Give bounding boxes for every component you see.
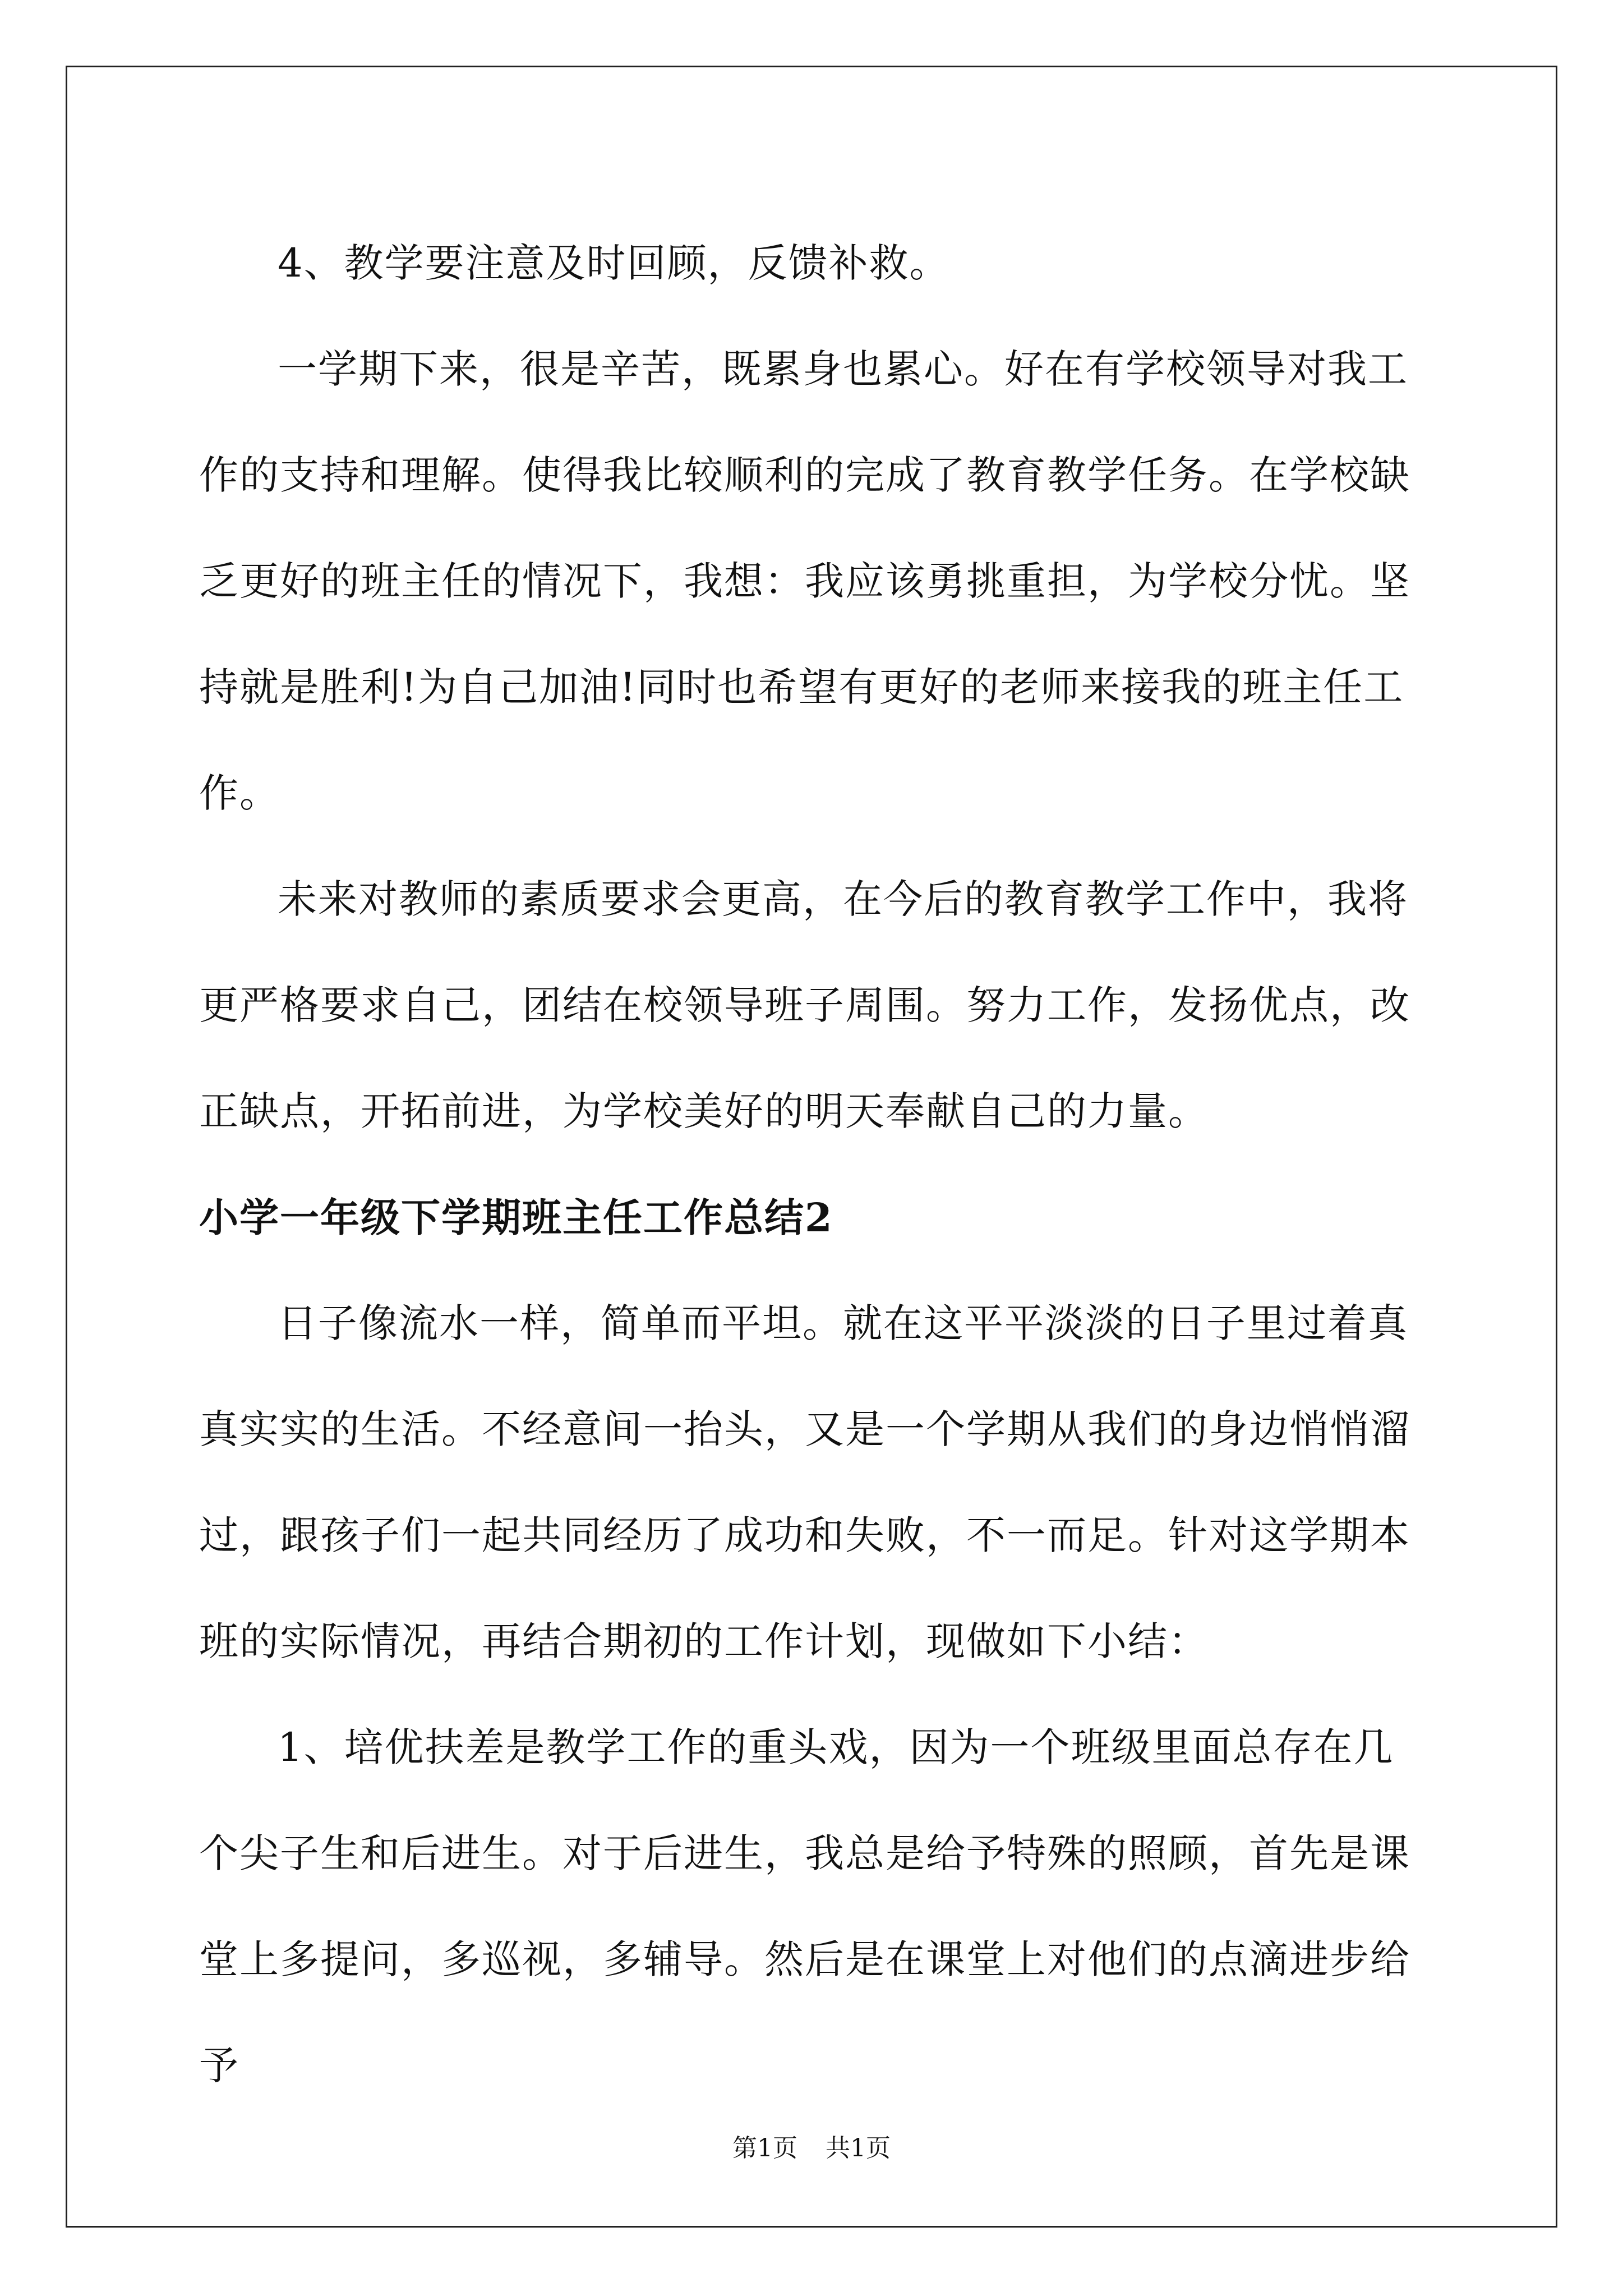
- page-number-total: 共1页: [826, 2134, 891, 2162]
- paragraph-3: 未来对教师的素质要求会更高，在今后的教育教学工作中，我将更严格要求自己，团结在校领导班子周围。努力工作，发扬优点，改正缺点，开拓前进，为学校美好的明天奉献自己的力量。: [199, 876, 1410, 1134]
- paragraph-5: 1、培优扶差是教学工作的重头戏，因为一个班级里面总存在几个尖子生和后进生。对于后进生，我总是给予特殊的照顾，首先是课堂上多提问，多巡视，多辅导。然后是在课堂上对他们的点滴进步给予: [199, 1724, 1410, 2088]
- paragraph-2: 一学期下来，很是辛苦，既累身也累心。好在有学校领导对我工作的支持和理解。使得我比较顺利的完成了教育教学任务。在学校缺乏更好的班主任的情况下，我想：我应该勇挑重担，为学校分忧。坚持就是胜利!为自己加油!同时也希望有更好的老师来接我的班主任工作。: [199, 346, 1410, 816]
- paragraph-4: 日子像流水一样，简单而平坦。就在这平平淡淡的日子里过着真真实实的生活。不经意间一抬头，又是一个学期从我们的身边悄悄溜过，跟孩子们一起共同经历了成功和失败，不一而足。针对这学期本班的实际情况，再结合期初的工作计划，现做如下小结：: [199, 1300, 1410, 1664]
- document-body: [199, 210, 1433, 2119]
- paragraph-1: 4、教学要注意及时回顾，反馈补救。: [278, 240, 950, 286]
- page-number-current: 第1页: [732, 2134, 797, 2162]
- section-heading: 小学一年级下学期班主任工作总结2: [199, 1194, 833, 1241]
- page-footer: [0, 2132, 1623, 2165]
